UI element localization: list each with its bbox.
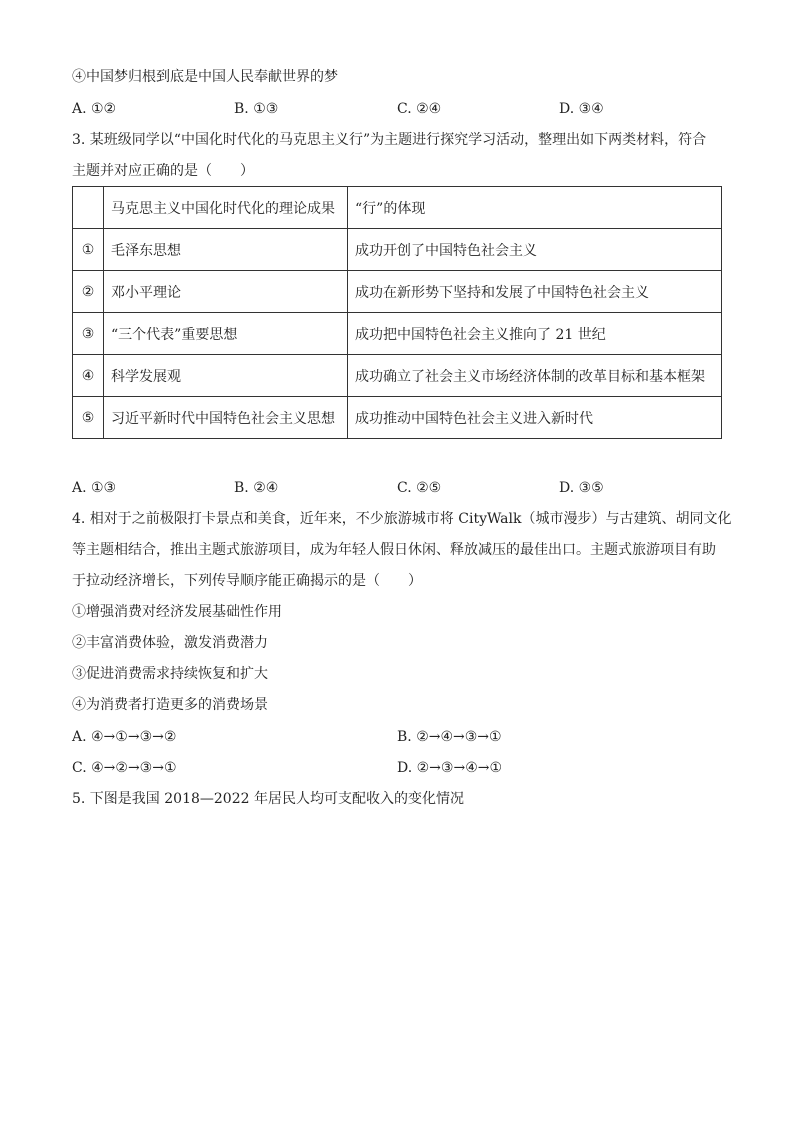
table-row bbox=[73, 229, 722, 271]
row-number: ④ bbox=[73, 355, 104, 397]
row-number: ③ bbox=[73, 313, 104, 355]
table-header-row bbox=[73, 187, 722, 229]
practice-cell: 成功把中国特色社会主义推向了 21 世纪 bbox=[348, 313, 722, 355]
q4-stem-line2: 等主题相结合，推出主题式旅游项目，成为年轻人假日休闲、释放减压的最佳出口。主题式旅游项目有助 bbox=[72, 542, 716, 558]
theory-cell: 科学发展观 bbox=[104, 355, 348, 397]
q4-option-c: C. ④→②→③→① bbox=[72, 760, 177, 776]
q2-option-b: B. ①③ bbox=[234, 101, 279, 117]
table-row bbox=[73, 397, 722, 439]
q4-statement-3: ③促进消费需求持续恢复和扩大 bbox=[72, 666, 268, 682]
row-number: ② bbox=[73, 271, 104, 313]
table-row bbox=[73, 355, 722, 397]
practice-cell: 成功开创了中国特色社会主义 bbox=[348, 229, 722, 271]
theory-cell: “三个代表”重要思想 bbox=[104, 313, 348, 355]
q4-option-b: B. ②→④→③→① bbox=[397, 729, 502, 745]
practice-cell: 成功确立了社会主义市场经济体制的改革目标和基本框架 bbox=[348, 355, 722, 397]
q3-stem-line2: 主题并对应正确的是（ ） bbox=[72, 163, 254, 179]
q3-stem-line1: 3. 某班级同学以“中国化时代化的马克思主义行”为主题进行探究学习活动，整理出如下两类材料，符合 bbox=[72, 132, 707, 148]
q2-statement-4: ④中国梦归根到底是中国人民奉献世界的梦 bbox=[72, 69, 338, 85]
theory-cell: 邓小平理论 bbox=[104, 271, 348, 313]
q4-option-d: D. ②→③→④→① bbox=[397, 760, 503, 776]
row-number: ① bbox=[73, 229, 104, 271]
practice-cell: 成功推动中国特色社会主义进入新时代 bbox=[348, 397, 722, 439]
theory-cell: 毛泽东思想 bbox=[104, 229, 348, 271]
q4-stem-line3: 于拉动经济增长，下列传导顺序能正确揭示的是（ ） bbox=[72, 573, 422, 589]
q4-option-a: A. ④→①→③→② bbox=[72, 729, 177, 745]
q3-option-b: B. ②④ bbox=[234, 480, 279, 496]
q4-statement-2: ②丰富消费体验，激发消费潜力 bbox=[72, 635, 268, 651]
table-header-cell bbox=[73, 187, 104, 229]
theory-cell: 习近平新时代中国特色社会主义思想 bbox=[104, 397, 348, 439]
q3-materials-table bbox=[72, 186, 722, 439]
q4-statement-1: ①增强消费对经济发展基础性作用 bbox=[72, 604, 282, 620]
q4-statement-4: ④为消费者打造更多的消费场景 bbox=[72, 697, 268, 713]
q2-option-d: D. ③④ bbox=[559, 101, 604, 117]
q2-option-a: A. ①② bbox=[72, 101, 117, 117]
q4-stem-line1: 4. 相对于之前极限打卡景点和美食，近年来，不少旅游城市将 CityWalk（城市漫步）与古建筑、胡同文化 bbox=[72, 511, 732, 527]
table-row bbox=[73, 271, 722, 313]
q5-stem: 5. 下图是我国 2018—2022 年居民人均可支配收入的变化情况 bbox=[72, 791, 464, 807]
q3-option-d: D. ③⑤ bbox=[559, 480, 604, 496]
q3-option-c: C. ②⑤ bbox=[397, 480, 442, 496]
table-header-cell: 马克思主义中国化时代化的理论成果 bbox=[104, 187, 348, 229]
q2-option-c: C. ②④ bbox=[397, 101, 442, 117]
row-number: ⑤ bbox=[73, 397, 104, 439]
table-header-cell: “行”的体现 bbox=[348, 187, 722, 229]
table-row bbox=[73, 313, 722, 355]
q3-option-a: A. ①③ bbox=[72, 480, 117, 496]
practice-cell: 成功在新形势下坚持和发展了中国特色社会主义 bbox=[348, 271, 722, 313]
